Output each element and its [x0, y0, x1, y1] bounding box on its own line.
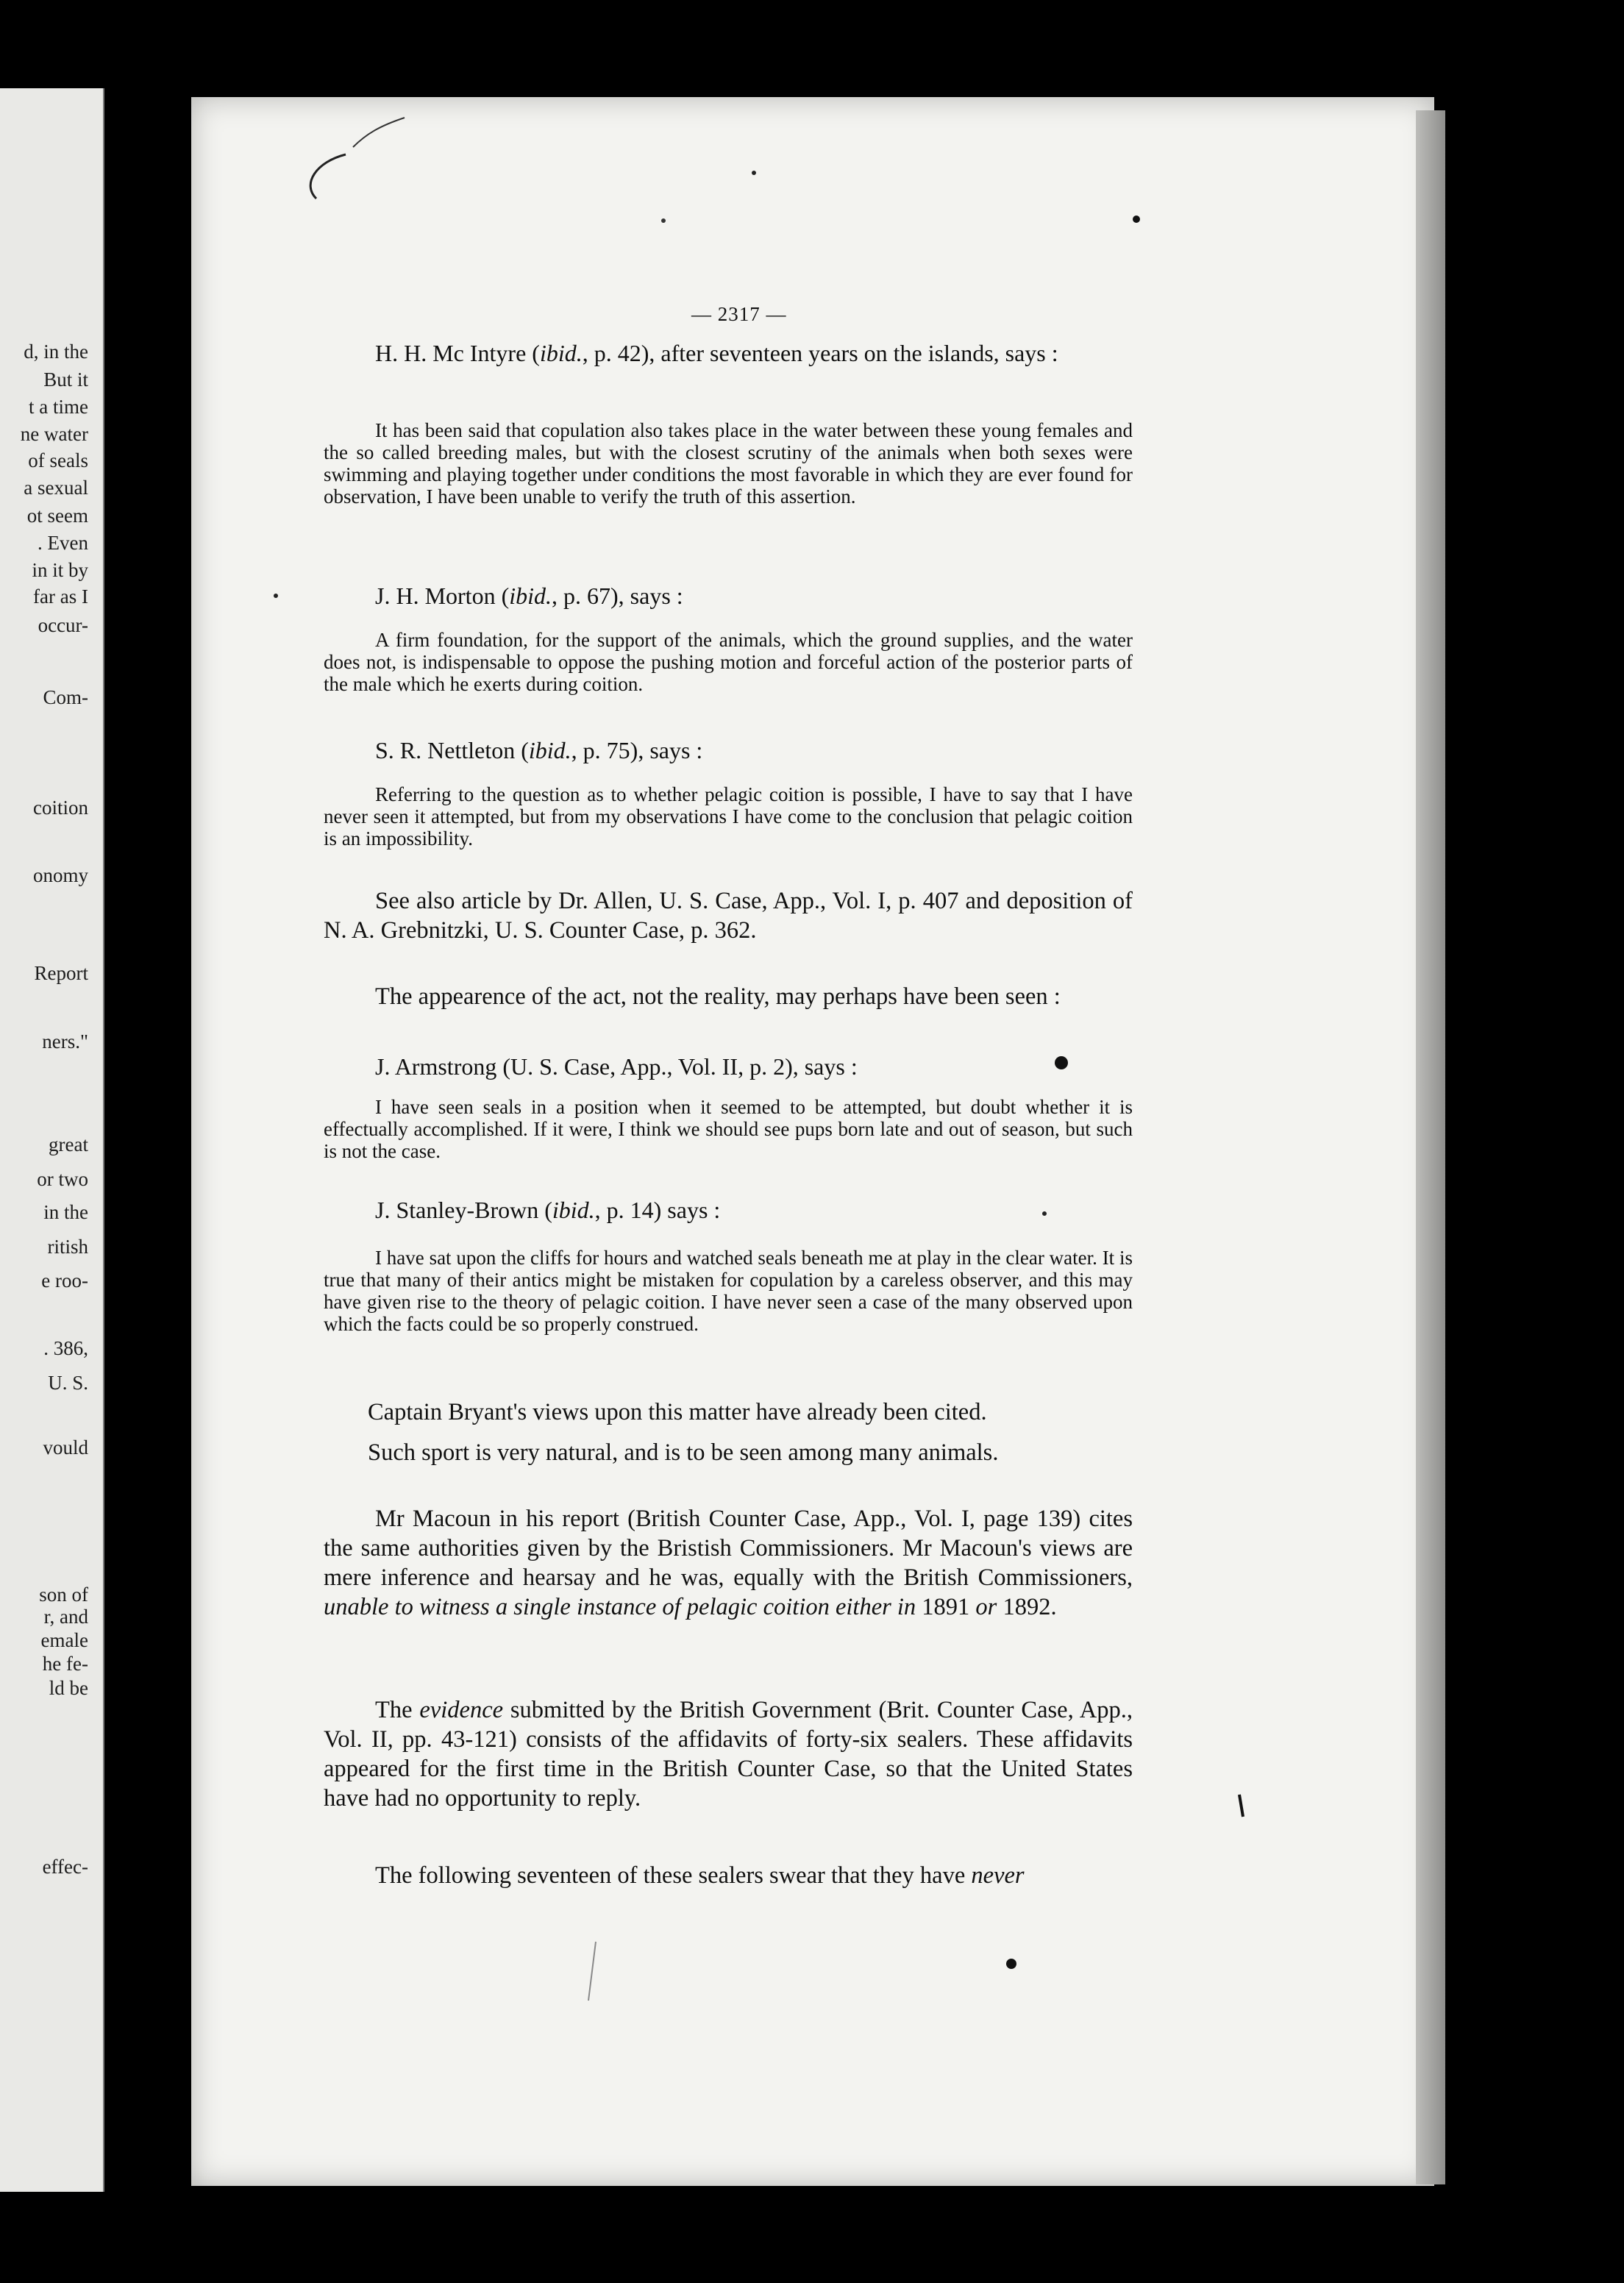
left-page-fragment: ritish	[47, 1236, 88, 1258]
left-page-fragment: . 386,	[43, 1337, 88, 1359]
page-edge-shadow	[1416, 110, 1445, 2184]
nettleton-quote: Referring to the question as to whether pelagic coition is possible, I have to say that I have never seen it attempted, but from my observations I have come to the conclusion that pelagic coition is an impossibility.	[324, 783, 1133, 850]
mcintyre-quote: It has been said that copulation also takes place in the water between these young females and the so called breeding males, but with the closest scrutiny of the animals when both sexes were swimming and playing together under conditions the most favorable in which they are ever found for observation, I have been unable to verify the truth of this assertion.	[324, 419, 1133, 507]
appearance-paragraph: The appearence of the act, not the reality, may perhaps have been seen :	[375, 983, 1061, 1010]
left-page-fragment: ld be	[49, 1677, 88, 1699]
left-page-fragment: ne water	[20, 423, 88, 445]
morton-intro: J. H. Morton (ibid., p. 67), says :	[375, 583, 683, 609]
mcintyre-intro: H. H. Mc Intyre (ibid., p. 42), after seventeen years on the islands, says :	[375, 340, 1058, 366]
left-page-fragment: e roo-	[41, 1269, 88, 1292]
following-paragraph: The following seventeen of these sealers swear that they have never	[375, 1862, 1025, 1889]
bryant-line-2: Such sport is very natural, and is to be seen among many animals.	[368, 1439, 999, 1466]
left-page-fragment: U. S.	[48, 1372, 88, 1394]
left-page-fragment: of seals	[28, 449, 88, 471]
macoun-paragraph: Mr Macoun in his report (British Counter Case, App., Vol. I, page 139) cites the same authorities given by the Bristish Commissioners. Mr Macoun's views are mere inference and hearsay and he was, equally with the British Commissioners, unable to witness a single instance of pelagic coition either in 1891 or 1892.	[324, 1506, 1133, 1620]
left-page-fragment: occur-	[38, 614, 88, 636]
left-page-fragment: son of	[39, 1584, 88, 1606]
left-page-fragment: Com-	[43, 686, 88, 708]
left-page-fragment: far as I	[33, 585, 88, 608]
armstrong-quote: I have seen seals in a position when it seemed to be attempted, but doubt whether it is effectually accomplished. If it were, I think we should see pups born late and out of season, but such is not the case.	[324, 1096, 1133, 1162]
left-page-fragment: onomy	[32, 864, 88, 886]
bryant-line-1: Captain Bryant's views upon this matter have already been cited.	[368, 1399, 987, 1425]
evidence-paragraph: The evidence submitted by the British Government (Brit. Counter Case, App., Vol. II, pp. 43-121) consists of the affidavits of forty-six sealers. These affidavits appeared for the first time in the British Counter Case, so that the United States have had no opportunity to reply.	[324, 1697, 1133, 1812]
left-page-fragment: . Even	[38, 532, 88, 554]
left-page-fragment: ot seem	[26, 505, 88, 527]
page-number: — 2317 —	[691, 303, 787, 325]
stanley-brown-intro: J. Stanley-Brown (ibid., p. 14) says :	[375, 1197, 721, 1223]
left-page-fragment: great	[49, 1133, 88, 1155]
left-page-fragment: emale	[40, 1629, 88, 1651]
left-page-fragment: But it	[43, 368, 88, 391]
left-page-fragment: vould	[43, 1436, 88, 1459]
left-page-fragment: ners."	[42, 1030, 88, 1053]
left-page-fragment: in the	[43, 1201, 88, 1223]
armstrong-intro: J. Armstrong (U. S. Case, App., Vol. II, p. 2), says :	[375, 1053, 858, 1080]
left-page-fragment: or two	[37, 1168, 88, 1190]
morton-quote: A firm foundation, for the support of the animals, which the ground supplies, and the water does not, is indispensable to oppose the pushing motion and forceful action of the posterior parts of the male which he exerts during coition.	[324, 629, 1133, 695]
left-page-fragment: a sexual	[24, 477, 88, 499]
left-page-fragment: r, and	[43, 1606, 88, 1628]
left-page-fragment: coition	[33, 797, 88, 819]
left-page-fragment: t a time	[29, 396, 88, 418]
see-also-paragraph: See also article by Dr. Allen, U. S. Case, App., Vol. I, p. 407 and deposition of N. A. Grebnitzki, U. S. Counter Case, p. 362.	[324, 888, 1133, 944]
left-page-fragment: effec-	[42, 1856, 88, 1878]
left-page-fragment: d, in the	[24, 341, 88, 363]
nettleton-intro: S. R. Nettleton (ibid., p. 75), says :	[375, 737, 703, 763]
left-page-fragment: he fe-	[42, 1653, 88, 1675]
stanley-brown-quote: I have sat upon the cliffs for hours and watched seals beneath me at play in the clear water. It is true that many of their antics might be mistaken for copulation by a careless observer, and this may have given rise to the theory of pelagic coition. I have never seen a case of the many observed upon which the facts could be so properly construed.	[324, 1247, 1133, 1335]
left-page-fragment: in it by	[32, 559, 88, 581]
left-page-fragment: Report	[34, 962, 88, 984]
